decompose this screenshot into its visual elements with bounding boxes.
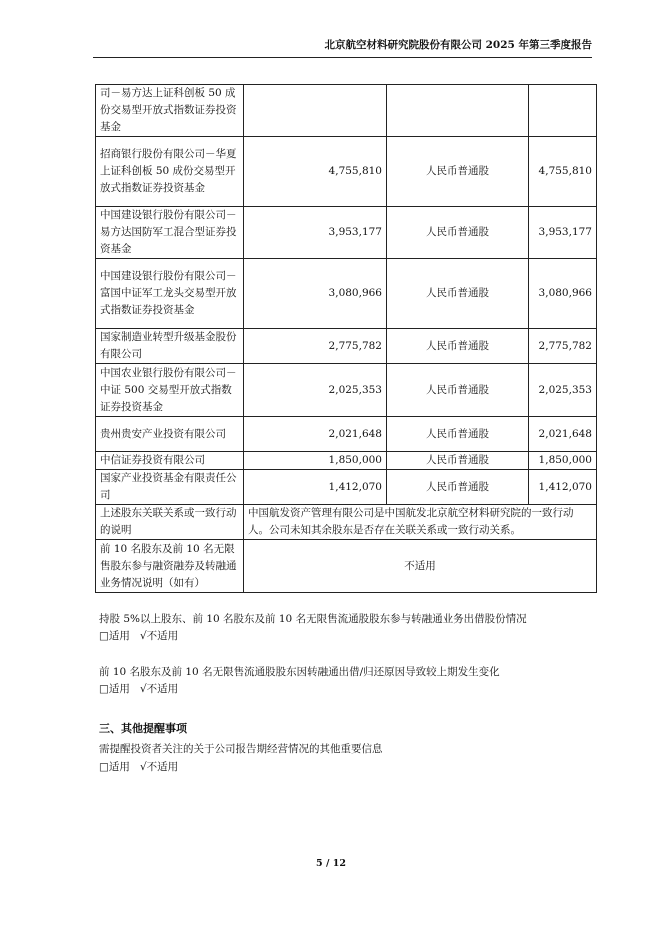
table-row [96,452,597,470]
share-type: 人民币普通股 [387,417,529,452]
share-amount: 4,755,810 [529,137,597,207]
margin-trading-row [96,540,597,593]
report-header: 北京航空材料研究院股份有限公司 2025 年第三季度报告 [324,39,592,51]
lending-paragraph: 持股 5%以上股东、前 10 名股东及前 10 名无限售流通股股东参与转融通业务出借股份情况 [99,613,527,625]
section-title: 三、其他提醒事项 [99,722,187,735]
relation-text: 中国航发资产管理有限公司是中国航发北京航空材料研究院的一致行动人。公司未知其余股东是否存在关联关系或一致行动关系。 [244,505,597,540]
page-number: 5 / 12 [316,858,346,869]
not-applicable-label: 不适用 [146,761,179,773]
holder-name: 中信证券投资有限公司 [96,452,244,470]
checkbox-empty: □ [99,683,109,695]
share-type: 人民币普通股 [387,452,529,470]
applicable-label: 适用 [108,683,130,695]
holder-shares: 3,953,177 [244,207,387,259]
holder-name: 贵州贵安产业投资有限公司 [96,417,244,452]
relation-label: 上述股东关联关系或一致行动的说明 [96,505,244,540]
table-row [96,137,597,207]
header-rule [93,57,592,58]
checkmark-icon: √ [139,761,147,773]
holder-shares: 2,025,353 [244,364,387,417]
applicable-label: 适用 [108,761,130,773]
table-row [96,85,597,137]
share-type: 人民币普通股 [387,207,529,259]
not-applicable-label: 不适用 [146,630,179,642]
share-amount: 3,080,966 [529,259,597,329]
share-amount [529,85,597,137]
holder-name: 中国建设银行股份有限公司－易方达国防军工混合型证券投资基金 [96,207,244,259]
share-amount: 1,412,070 [529,470,597,505]
share-type: 人民币普通股 [387,470,529,505]
holder-name: 招商银行股份有限公司－华夏上证科创板 50 成份交易型开放式指数证券投资基金 [96,137,244,207]
share-amount: 2,025,353 [529,364,597,417]
table-row [96,364,597,417]
share-amount: 3,953,177 [529,207,597,259]
share-type [387,85,529,137]
checkbox-empty: □ [99,761,109,773]
checkbox-empty: □ [99,630,109,642]
holder-shares: 1,412,070 [244,470,387,505]
share-amount: 1,850,000 [529,452,597,470]
checkmark-icon: √ [139,683,147,695]
lending-applicability [99,628,178,645]
table-row [96,329,597,364]
applicable-label: 适用 [108,630,130,642]
change-paragraph: 前 10 名股东及前 10 名无限售流通股股东因转融通出借/归还原因导致较上期发生变化 [99,666,500,678]
holder-shares: 4,755,810 [244,137,387,207]
share-type: 人民币普通股 [387,329,529,364]
holder-name: 国家产业投资基金有限责任公司 [96,470,244,505]
table-row [96,207,597,259]
holder-name: 司－易方达上证科创板 50 成份交易型开放式指数证券投资基金 [96,85,244,137]
holder-name: 中国农业银行股份有限公司－中证 500 交易型开放式指数证券投资基金 [96,364,244,417]
change-applicability [99,681,178,698]
table-row [96,259,597,329]
relation-row [96,505,597,540]
reminder-applicability [99,759,178,776]
holder-name: 中国建设银行股份有限公司－富国中证军工龙头交易型开放式指数证券投资基金 [96,259,244,329]
holder-shares: 2,021,648 [244,417,387,452]
holder-shares: 2,775,782 [244,329,387,364]
share-type: 人民币普通股 [387,259,529,329]
checkmark-icon: √ [139,630,147,642]
reminder-paragraph: 需提醒投资者关注的关于公司报告期经营情况的其他重要信息 [99,743,383,755]
holder-shares [244,85,387,137]
table-row [96,470,597,505]
margin-trading-label: 前 10 名股东及前 10 名无限售股东参与融资融券及转融通业务情况说明（如有） [96,540,244,593]
holder-shares: 3,080,966 [244,259,387,329]
share-amount: 2,021,648 [529,417,597,452]
shareholders-table [95,84,597,593]
share-type: 人民币普通股 [387,137,529,207]
share-amount: 2,775,782 [529,329,597,364]
table-row [96,417,597,452]
margin-trading-text: 不适用 [244,540,597,593]
share-type: 人民币普通股 [387,364,529,417]
holder-shares: 1,850,000 [244,452,387,470]
holder-name: 国家制造业转型升级基金股份有限公司 [96,329,244,364]
not-applicable-label: 不适用 [146,683,179,695]
